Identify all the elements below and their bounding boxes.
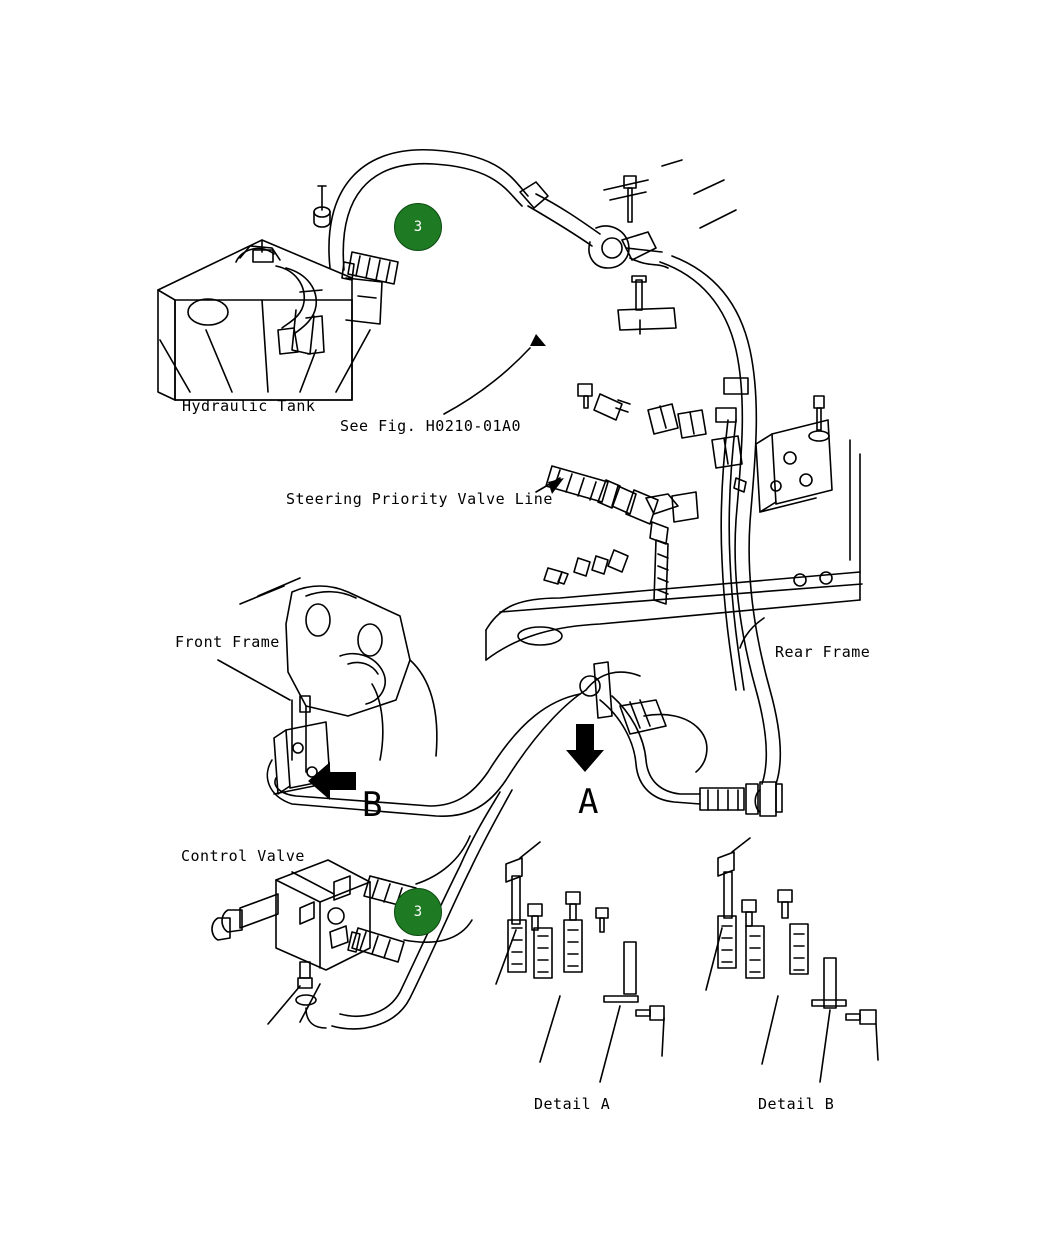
steering-priority-valve-parts [544, 384, 742, 604]
label-detail-b: Detail B [758, 1095, 835, 1113]
section-mark-a: A [578, 782, 599, 822]
callout-3-upper[interactable]: 3 [394, 203, 442, 251]
callout-3-lower[interactable]: 3 [394, 888, 442, 936]
label-steering-priority-valve-line: Steering Priority Valve Line [286, 490, 553, 508]
center-hoses [267, 662, 782, 816]
label-detail-a: Detail A [534, 1095, 611, 1113]
detail-a-group [496, 842, 664, 1082]
front-frame-assembly [274, 586, 437, 794]
detail-b-group [706, 838, 878, 1082]
section-mark-b: B [362, 785, 383, 825]
label-see-fig: See Fig. H0210-01A0 [340, 417, 522, 435]
label-control-valve: Control Valve [181, 847, 305, 865]
upper-joint-cluster [520, 160, 736, 334]
rear-frame-bracket [734, 396, 832, 512]
label-front-frame: Front Frame [175, 633, 280, 651]
leader-arrowheads [530, 334, 564, 494]
right-side-hoses [660, 256, 780, 784]
label-hydraulic-tank: Hydraulic Tank [182, 397, 316, 415]
rear-frame-body [486, 440, 862, 660]
section-arrows [308, 724, 604, 800]
label-rear-frame: Rear Frame [775, 643, 871, 661]
tank-leaders [160, 300, 370, 392]
